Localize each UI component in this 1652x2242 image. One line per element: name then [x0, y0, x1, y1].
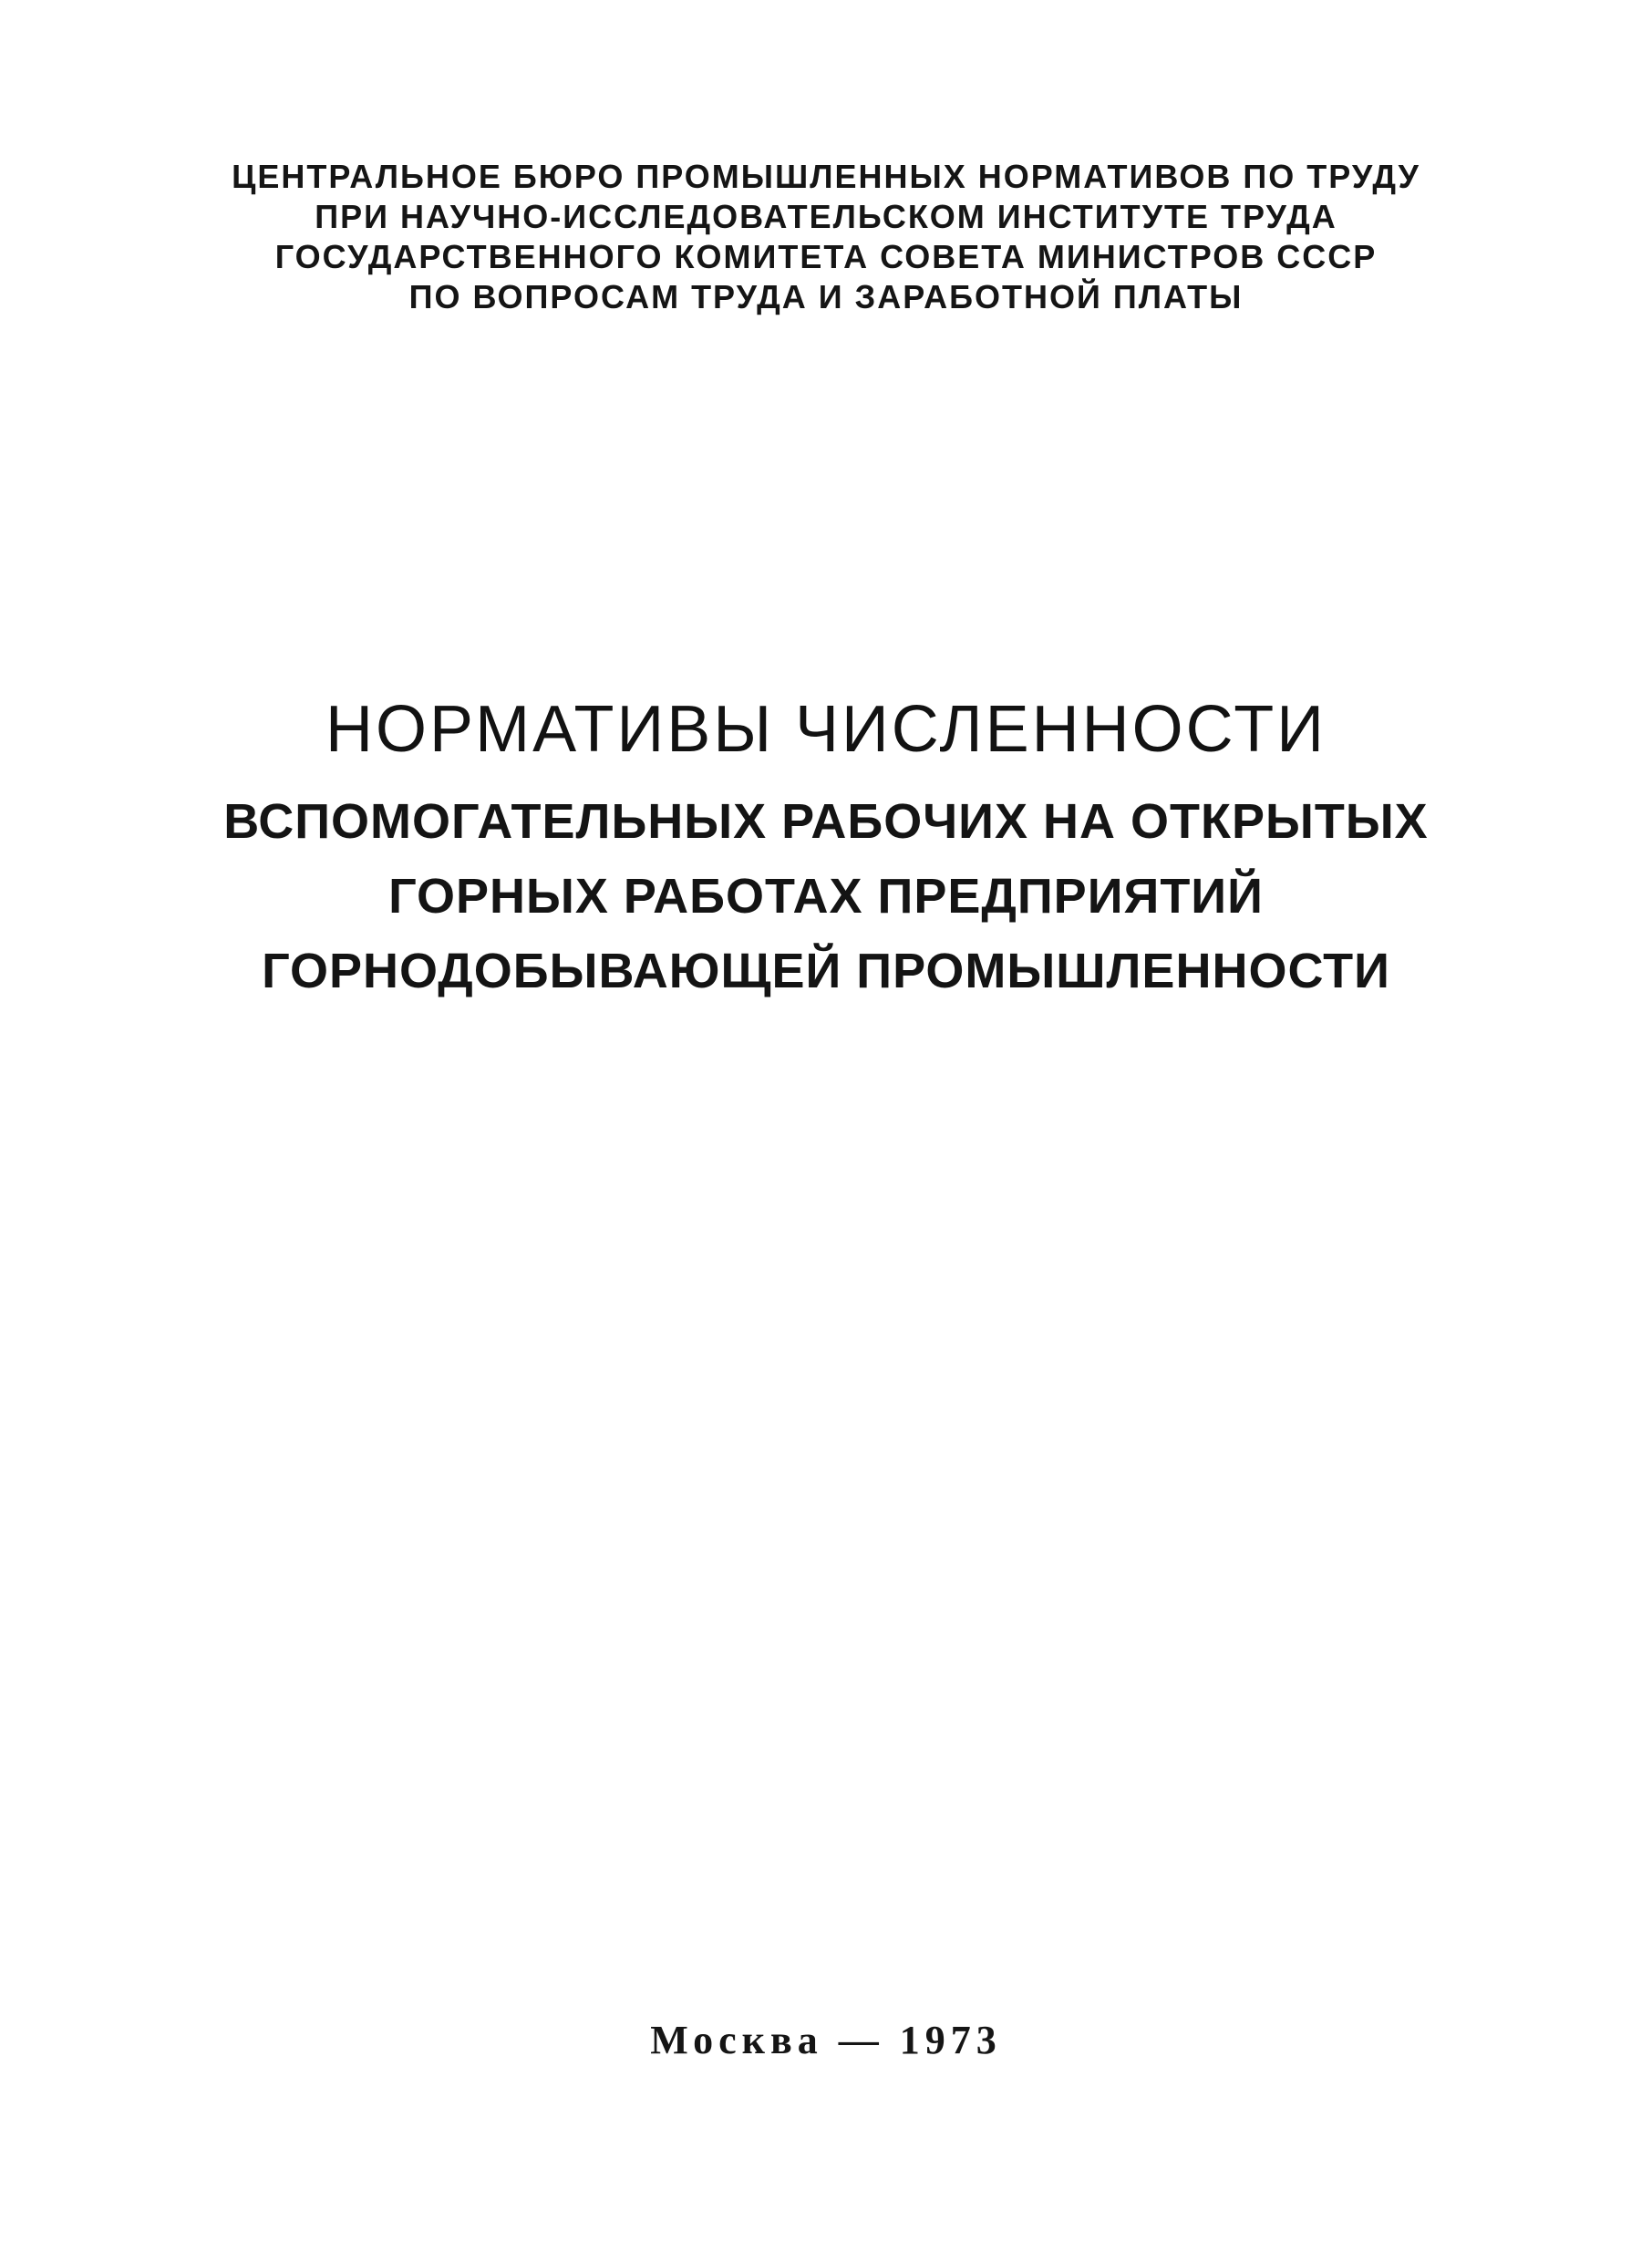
subtitle-line-1: ВСПОМОГАТЕЛЬНЫХ РАБОЧИХ НА ОТКРЫТЫХ: [223, 794, 1429, 849]
organization-line-1: ЦЕНТРАЛЬНОЕ БЮРО ПРОМЫШЛЕННЫХ НОРМАТИВОВ ПО ТРУДУ: [232, 158, 1420, 195]
document-title: [0, 686, 1652, 773]
organization-line-3: ГОСУДАРСТВЕННОГО КОМИТЕТА СОВЕТА МИНИСТРОВ СССР: [274, 238, 1378, 275]
subtitle-line-3: ГОРНОДОБЫВАЮЩЕЙ ПРОМЫШЛЕННОСТИ: [262, 944, 1390, 998]
subtitle-line-2: ГОРНЫХ РАБОТАХ ПРЕДПРИЯТИЙ: [388, 869, 1264, 924]
document-subtitle: [0, 784, 1652, 1008]
issuing-organization: [0, 157, 1652, 317]
organization-line-2: ПРИ НАУЧНО-ИССЛЕДОВАТЕЛЬСКОМ ИНСТИТУТЕ ТРУДА: [315, 198, 1337, 235]
place-and-year: Москва — 1973: [650, 2018, 1002, 2062]
organization-line-4: ПО ВОПРОСАМ ТРУДА И ЗАРАБОТНОЙ ПЛАТЫ: [408, 278, 1244, 315]
main-title: НОРМАТИВЫ ЧИСЛЕННОСТИ: [325, 693, 1327, 766]
